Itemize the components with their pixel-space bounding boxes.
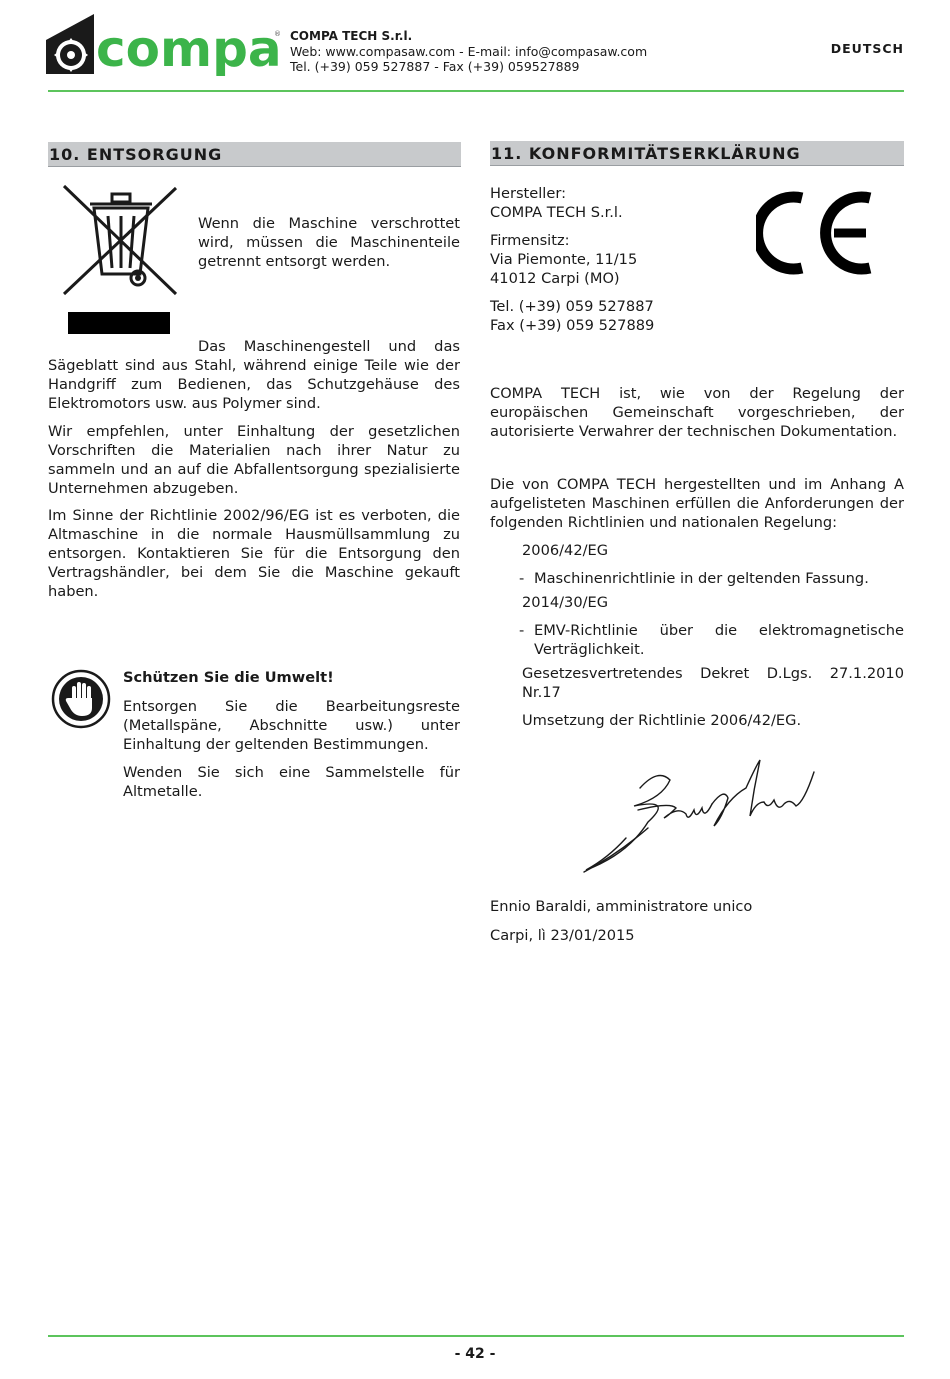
section-heading-conformity: 11. KONFORMITÄTSERKLÄRUNG — [490, 141, 904, 166]
directive-2-code: 2014/30/EG — [522, 594, 609, 611]
seat-label: Firmensitz: — [490, 232, 570, 249]
company-name: COMPA TECH S.r.l. — [290, 29, 413, 43]
header-rule — [48, 90, 904, 92]
directive-2-description: - EMV-Richtlinie über die elektromagnetische Verträglichkeit. — [519, 622, 904, 658]
place-and-date: Carpi, lì 23/01/2015 — [490, 927, 635, 944]
disposal-paragraph-3: Im Sinne der Richtlinie 2002/96/EG ist es verboten, die Altmaschine in die normale Hausmüllsammlung zu entsorgen. Kontaktieren Sie für die Entsorgung den Vertragshändler, bei dem Sie die Maschine gekauft haben. — [48, 507, 460, 600]
svg-text:®: ® — [274, 30, 280, 38]
saw-blade-logo-icon — [44, 14, 280, 76]
company-web-email: Web: www.compasaw.com - E-mail: info@compasaw.com — [290, 44, 648, 59]
disposal-paragraph-1: Sägeblatt sind aus Stahl, während einige Teile wie der Handgriff zum Bedienen, das Schutzgehäuse des Elektromotors usw. aus Polymer sind. — [48, 357, 460, 412]
environment-title: Schützen Sie die Umwelt! — [123, 669, 334, 686]
page-number: - 42 - — [454, 1346, 496, 1362]
company-phone-fax: Tel. (+39) 059 527887 - Fax (+39) 059527889 — [290, 59, 580, 74]
address-city: 41012 Carpi (MO) — [490, 270, 620, 287]
conformity-paragraph-1: COMPA TECH ist, wie von der Regelung der europäischen Gemeinschaft vorgeschrieben, der autorisierte Verwahrer der technischen Dokumentation. — [490, 385, 904, 440]
disposal-intro-text: Wenn die Maschine verschrottet wird, müssen die Maschinenteile getrennt entsorgt werden. — [198, 215, 460, 270]
signatory-name: Ennio Baraldi, amministratore unico — [490, 898, 753, 915]
national-decree: Gesetzesvertretendes Dekret D.Lgs. 27.1.2010 Nr.17 — [522, 665, 904, 701]
company-logo — [44, 14, 280, 76]
address-street: Via Piemonte, 11/15 — [490, 251, 638, 268]
directive-1-code: 2006/42/EG — [522, 542, 609, 559]
fax-number: Fax (+39) 059 527889 — [490, 317, 655, 334]
handwritten-signature — [578, 758, 818, 878]
svg-text:compa: compa — [96, 20, 280, 76]
national-decree-implementation: Umsetzung der Richtlinie 2006/42/EG. — [522, 712, 802, 729]
disposal-paragraph-2: Wir empfehlen, unter Einhaltung der gesetzlichen Vorschriften die Materialien nach ihrer Natur zu sammeln und an auf die Abfallentsorgung spezialisierte Unternehmen abzugeben. — [48, 423, 460, 497]
section-heading-disposal: 10. ENTSORGUNG — [48, 142, 461, 167]
environment-paragraph-1: Entsorgen Sie die Bearbeitungsreste (Metallspäne, Abschnitte usw.) unter Einhaltung der geltenden Bestimmungen. — [123, 698, 460, 753]
weee-crossed-bin-icon — [60, 182, 180, 336]
disposal-paragraph-1-first-line: Das Maschinengestell und das — [198, 338, 460, 355]
manufacturer-label: Hersteller: — [490, 185, 567, 202]
ce-mark-icon — [756, 190, 878, 276]
language-label: DEUTSCH — [830, 41, 904, 56]
environment-paragraph-2: Wenden Sie sich eine Sammelstelle für Altmetalle. — [123, 764, 460, 800]
conformity-paragraph-2: Die von COMPA TECH hergestellten und im Anhang A aufgelisteten Maschinen erfüllen die Anforderungen der folgenden Richtlinien und nationalen Regelung: — [490, 476, 904, 531]
manufacturer-name: COMPA TECH S.r.l. — [490, 204, 623, 221]
phone-number: Tel. (+39) 059 527887 — [490, 298, 654, 315]
footer-rule — [48, 1335, 904, 1337]
directive-1-description: - Maschinenrichtlinie in der geltenden Fassung. — [519, 570, 869, 587]
stop-hand-icon — [50, 668, 112, 730]
